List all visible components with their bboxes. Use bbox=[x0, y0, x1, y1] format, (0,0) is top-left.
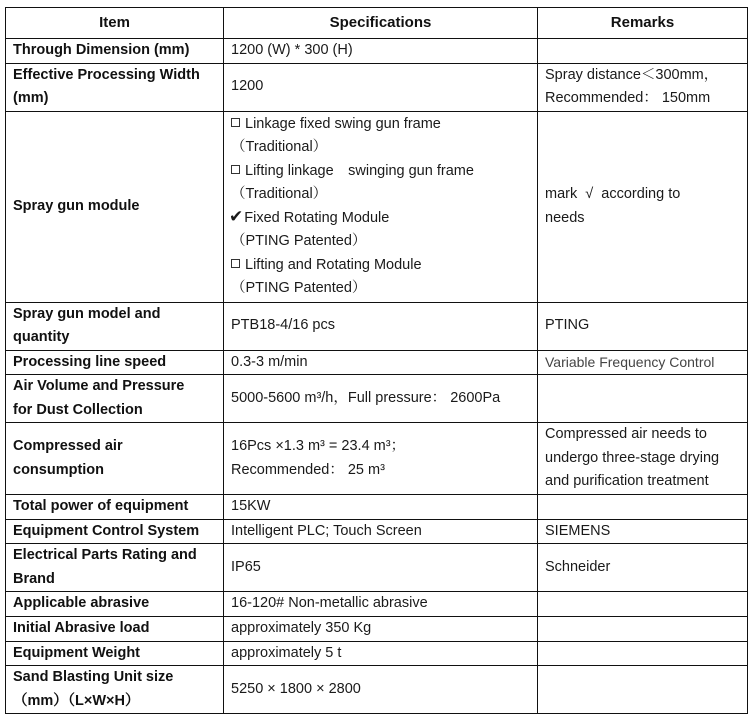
spec-cell: 1200 (W) * 300 (H) bbox=[224, 39, 538, 64]
item-line: （mm）（L×W×H） bbox=[13, 692, 140, 709]
item-cell bbox=[6, 544, 224, 592]
spray-gun-options bbox=[224, 111, 538, 302]
checkmark-icon: ✔ bbox=[229, 206, 244, 226]
remark-cell: PTING bbox=[538, 302, 748, 350]
spec-cell: IP65 bbox=[224, 544, 538, 592]
item-line: consumption bbox=[13, 461, 105, 478]
table-header-row bbox=[6, 8, 748, 39]
spec-cell: 5000-5600 m³/h，Full pressure： 2600Pa bbox=[224, 375, 538, 423]
table-row bbox=[6, 350, 748, 375]
item-line: Spray gun model and bbox=[13, 305, 161, 322]
spec-cell: 15KW bbox=[224, 495, 538, 520]
item-line: for Dust Collection bbox=[13, 401, 143, 418]
option-label: Linkage fixed swing gun frame bbox=[245, 115, 441, 132]
remark-cell: Variable Frequency Control bbox=[538, 350, 748, 375]
remark-cell: SIEMENS bbox=[538, 519, 748, 544]
header-remarks: Remarks bbox=[538, 8, 748, 39]
item-cell: Equipment Control System bbox=[6, 519, 224, 544]
remark-cell bbox=[538, 111, 748, 302]
specifications-table bbox=[5, 7, 748, 714]
option-sub-label: （Traditional） bbox=[231, 186, 328, 202]
spec-cell: approximately 5 t bbox=[224, 641, 538, 666]
table-row bbox=[6, 617, 748, 642]
header-item: Item bbox=[6, 8, 224, 39]
table-row bbox=[6, 495, 748, 520]
item-line: Compressed air bbox=[13, 438, 123, 454]
spec-cell: 1200 bbox=[224, 63, 538, 111]
remark-line: undergo three-stage drying bbox=[545, 449, 720, 466]
table-row bbox=[6, 592, 748, 617]
option-sub-label: （Traditional） bbox=[231, 139, 328, 155]
item-cell bbox=[6, 302, 224, 350]
table-row bbox=[6, 63, 748, 111]
item-cell: Initial Abrasive load bbox=[6, 617, 224, 642]
spec-cell: 16-120# Non-metallic abrasive bbox=[224, 592, 538, 617]
spec-cell: PTB18-4/16 pcs bbox=[224, 302, 538, 350]
remark-cell bbox=[538, 423, 748, 495]
table-row bbox=[6, 302, 748, 350]
header-specifications: Specifications bbox=[224, 8, 538, 39]
remark-line: Compressed air needs to bbox=[545, 426, 707, 443]
table-row bbox=[6, 641, 748, 666]
item-cell bbox=[6, 666, 224, 714]
item-line: Air Volume and Pressure bbox=[13, 378, 185, 394]
item-cell bbox=[6, 423, 224, 495]
spec-cell: 5250 × 1800 × 2800 bbox=[224, 666, 538, 714]
remark-cell: Schneider bbox=[538, 544, 748, 592]
item-cell: Total power of equipment bbox=[6, 495, 224, 520]
option-linkage-fixed-swing[interactable] bbox=[231, 113, 530, 137]
remark-line: Spray distance＜300mm， bbox=[545, 66, 719, 83]
remark-cell bbox=[538, 592, 748, 617]
spec-cell: 0.3-3 m/min bbox=[224, 350, 538, 375]
remark-cell bbox=[538, 63, 748, 111]
checkbox-empty-icon bbox=[231, 118, 240, 127]
remark-line: Recommended： 150mm bbox=[545, 90, 711, 106]
option-sub-label: （PTING Patented） bbox=[231, 233, 367, 249]
remark-cell bbox=[538, 617, 748, 642]
remark-line: and purification treatment bbox=[545, 473, 709, 490]
option-label: Lifting and Rotating Module bbox=[245, 256, 422, 273]
remark-cell bbox=[538, 495, 748, 520]
remark-line: mark √ according to bbox=[545, 186, 681, 202]
item-line: Electrical Parts Rating and bbox=[13, 547, 197, 563]
option-label: Lifting linkage swinging gun frame bbox=[245, 162, 474, 179]
remark-cell bbox=[538, 39, 748, 64]
remark-cell bbox=[538, 641, 748, 666]
item-cell: Equipment Weight bbox=[6, 641, 224, 666]
table-row bbox=[6, 666, 748, 714]
spec-line: Recommended： 25 m³ bbox=[231, 461, 385, 478]
item-cell: Processing line speed bbox=[6, 350, 224, 375]
item-cell: Spray gun module bbox=[6, 111, 224, 302]
spec-cell bbox=[224, 423, 538, 495]
table-row bbox=[6, 544, 748, 592]
table-row bbox=[6, 375, 748, 423]
table-row bbox=[6, 519, 748, 544]
option-lifting-rotating-module[interactable] bbox=[231, 254, 530, 278]
option-label: Fixed Rotating Module bbox=[244, 209, 390, 226]
option-sub-label: （PTING Patented） bbox=[231, 280, 367, 296]
option-lifting-linkage-swinging[interactable] bbox=[231, 160, 530, 184]
table-row bbox=[6, 423, 748, 495]
spec-cell: Intelligent PLC; Touch Screen bbox=[224, 519, 538, 544]
item-cell bbox=[6, 375, 224, 423]
item-line: Brand bbox=[13, 570, 55, 587]
item-cell: Through Dimension (mm) bbox=[6, 39, 224, 64]
checkbox-empty-icon bbox=[231, 259, 240, 268]
option-fixed-rotating-module[interactable] bbox=[231, 207, 530, 231]
remark-cell bbox=[538, 375, 748, 423]
item-line: Sand Blasting Unit size bbox=[13, 669, 174, 685]
checkbox-empty-icon bbox=[231, 165, 240, 174]
remark-line: needs bbox=[545, 209, 585, 226]
spec-cell: approximately 350 Kg bbox=[224, 617, 538, 642]
remark-cell bbox=[538, 666, 748, 714]
item-cell: Applicable abrasive bbox=[6, 592, 224, 617]
item-cell: Effective Processing Width (mm) bbox=[6, 63, 224, 111]
spec-line: 16Pcs ×1.3 m³ = 23.4 m³； bbox=[231, 438, 406, 454]
table-row bbox=[6, 39, 748, 64]
item-line: quantity bbox=[13, 329, 70, 345]
table-row bbox=[6, 111, 748, 302]
